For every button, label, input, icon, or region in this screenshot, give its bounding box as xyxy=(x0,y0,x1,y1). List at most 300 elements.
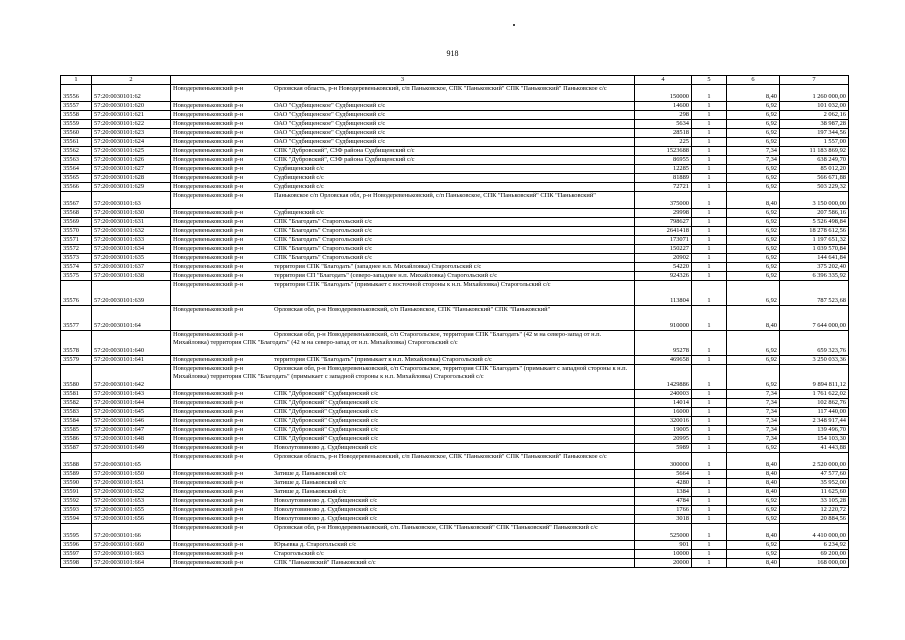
location-description: Орловская область, р-н Новодеревеньковский, с/п Паньковское, СПК "Паньковский" СПК "Паньковский" Паньковское с/с xyxy=(274,85,607,92)
location-description: ОАО "Судбищенское" Судбищенский с/с xyxy=(274,129,386,136)
coefficient-value: 1 xyxy=(692,399,727,408)
location-description: Новолутовиново д. Судбищенский с/с xyxy=(274,497,378,504)
cost-value: 4 410 000,00 xyxy=(780,524,849,541)
location-cell xyxy=(171,559,635,568)
cadastral-number: 57:20:0030101:62 xyxy=(92,85,171,102)
cadastral-number: 57:20:0030101:656 xyxy=(92,515,171,524)
location-cell xyxy=(171,497,635,506)
location-cell xyxy=(171,306,635,331)
table-row xyxy=(61,417,849,426)
cadastral-number: 57:20:0030101:63 xyxy=(92,192,171,209)
rate-value: 7,34 xyxy=(727,390,780,399)
location-description: СПК "Благодать" Старогольский с/с xyxy=(274,254,373,261)
cost-value: 1 039 570,84 xyxy=(780,245,849,254)
area-value: 5989 xyxy=(635,444,692,453)
cadastral-number: 57:20:0030101:637 xyxy=(92,263,171,272)
area-value: 72721 xyxy=(635,183,692,192)
location-description: ОАО "Судбищенское" Судбищенский с/с xyxy=(274,102,386,109)
district-name: Новодеревеньковский р-н xyxy=(173,331,244,338)
coefficient-value: 1 xyxy=(692,408,727,417)
table-row xyxy=(61,541,849,550)
table-row xyxy=(61,453,849,470)
cost-value: 11 183 869,92 xyxy=(780,147,849,156)
coefficient-value: 1 xyxy=(692,479,727,488)
row-number: 35588 xyxy=(61,453,92,470)
coefficient-value: 1 xyxy=(692,209,727,218)
row-number: 35590 xyxy=(61,479,92,488)
table-row xyxy=(61,138,849,147)
district-name: Новодеревеньковский р-н xyxy=(173,192,244,199)
cost-value: 144 641,84 xyxy=(780,254,849,263)
district-name: Новодеревеньковский р-н xyxy=(173,120,244,127)
coefficient-value: 1 xyxy=(692,192,727,209)
location-description: СПК "Благодать" Старогольский с/с xyxy=(274,227,373,234)
area-value: 12285 xyxy=(635,165,692,174)
district-name: Новодеревеньковский р-н xyxy=(173,263,244,270)
cost-value: 6 396 335,92 xyxy=(780,272,849,281)
location-description: СПК "Паньковский" Паньковский с/с xyxy=(274,559,376,566)
coefficient-value: 1 xyxy=(692,245,727,254)
location-cell xyxy=(171,356,635,365)
location-description: Затише д. Паньковский с/с xyxy=(274,488,347,495)
location-cell xyxy=(171,138,635,147)
cadastral-number: 57:20:0030101:660 xyxy=(92,541,171,550)
cadastral-number: 57:20:0030101:620 xyxy=(92,102,171,111)
row-number: 35596 xyxy=(61,541,92,550)
cadastral-number: 57:20:0030101:64 xyxy=(92,306,171,331)
coefficient-value: 1 xyxy=(692,559,727,568)
area-value: 10000 xyxy=(635,550,692,559)
cost-value: 38 987,28 xyxy=(780,120,849,129)
table-row xyxy=(61,192,849,209)
rate-value: 6,92 xyxy=(727,227,780,236)
district-name: Новодеревеньковский р-н xyxy=(173,209,244,216)
cadastral-number: 57:20:0030101:652 xyxy=(92,488,171,497)
district-name: Новодеревеньковский р-н xyxy=(173,390,244,397)
rate-value: 6,92 xyxy=(727,165,780,174)
area-value: 5634 xyxy=(635,120,692,129)
area-value: 20000 xyxy=(635,559,692,568)
table-body xyxy=(61,85,849,568)
cadastral-number: 57:20:0030101:641 xyxy=(92,356,171,365)
table-row xyxy=(61,506,849,515)
location-description: Новолутовиново д. Судбищенский с/с xyxy=(274,506,378,513)
location-description: Судбищенский с/с xyxy=(274,183,324,190)
rate-value: 8,40 xyxy=(727,488,780,497)
cost-value: 20 884,56 xyxy=(780,515,849,524)
coefficient-value: 1 xyxy=(692,165,727,174)
cost-value: 6 234,92 xyxy=(780,541,849,550)
cost-value: 207 586,16 xyxy=(780,209,849,218)
row-number: 35592 xyxy=(61,497,92,506)
location-cell xyxy=(171,147,635,156)
location-description: ОАО "Судбищенское" Судбищенский с/с xyxy=(274,111,386,118)
table-row xyxy=(61,435,849,444)
area-value: 20902 xyxy=(635,254,692,263)
rate-value: 6,92 xyxy=(727,111,780,120)
area-value: 225 xyxy=(635,138,692,147)
location-description: СПК "Дубровский" Судбищенский с/с xyxy=(274,435,379,442)
coefficient-value: 1 xyxy=(692,306,727,331)
location-cell xyxy=(171,236,635,245)
table-row xyxy=(61,426,849,435)
location-cell xyxy=(171,426,635,435)
table-row xyxy=(61,524,849,541)
cadastral-number: 57:20:0030101:647 xyxy=(92,426,171,435)
cost-value: 3 150 000,00 xyxy=(780,192,849,209)
coefficient-value: 1 xyxy=(692,488,727,497)
location-cell xyxy=(171,515,635,524)
area-value: 320016 xyxy=(635,417,692,426)
rate-value: 6,92 xyxy=(727,218,780,227)
rate-value: 7,34 xyxy=(727,435,780,444)
cadastral-number: 57:20:0030101:645 xyxy=(92,408,171,417)
rate-value: 6,92 xyxy=(727,550,780,559)
col-header: 5 xyxy=(692,76,727,85)
row-number: 35585 xyxy=(61,426,92,435)
area-value: 901 xyxy=(635,541,692,550)
coefficient-value: 1 xyxy=(692,356,727,365)
row-number: 35566 xyxy=(61,183,92,192)
coefficient-value: 1 xyxy=(692,147,727,156)
cadastral-number: 57:20:0030101:634 xyxy=(92,245,171,254)
rate-value: 6,92 xyxy=(727,138,780,147)
coefficient-value: 1 xyxy=(692,129,727,138)
cadastral-number: 57:20:0030101:624 xyxy=(92,138,171,147)
table-row xyxy=(61,236,849,245)
district-name: Новодеревеньковский р-н xyxy=(173,365,244,372)
cadastral-number: 57:20:0030101:627 xyxy=(92,165,171,174)
coefficient-value: 1 xyxy=(692,254,727,263)
coefficient-value: 1 xyxy=(692,138,727,147)
table-row xyxy=(61,85,849,102)
coefficient-value: 1 xyxy=(692,281,727,306)
row-number: 35577 xyxy=(61,306,92,331)
row-number: 35589 xyxy=(61,470,92,479)
rate-value: 6,92 xyxy=(727,272,780,281)
cost-value: 1 197 651,32 xyxy=(780,236,849,245)
table-row xyxy=(61,272,849,281)
location-cell xyxy=(171,390,635,399)
cost-value: 117 440,00 xyxy=(780,408,849,417)
area-value: 5664 xyxy=(635,470,692,479)
area-value: 375000 xyxy=(635,192,692,209)
row-number: 35570 xyxy=(61,227,92,236)
area-value: 14014 xyxy=(635,399,692,408)
rate-value: 8,40 xyxy=(727,192,780,209)
location-cell xyxy=(171,245,635,254)
rate-value: 6,92 xyxy=(727,444,780,453)
location-description: ОАО "Судбищенское" Судбищенский с/с xyxy=(274,138,386,145)
district-name: Новодеревеньковский р-н xyxy=(173,147,244,154)
location-cell xyxy=(171,470,635,479)
coefficient-value: 1 xyxy=(692,470,727,479)
location-cell xyxy=(171,156,635,165)
location-cell xyxy=(171,254,635,263)
district-name: Новодеревеньковский р-н xyxy=(173,306,244,313)
cost-value: 85 012,20 xyxy=(780,165,849,174)
row-number: 35557 xyxy=(61,102,92,111)
coefficient-value: 1 xyxy=(692,111,727,120)
location-description: Затише д. Паньковский с/с xyxy=(274,470,347,477)
district-name: Новодеревеньковский р-н xyxy=(173,254,244,261)
location-description: Новолутовиново д. Судбищенский с/с xyxy=(274,515,378,522)
row-number: 35580 xyxy=(61,365,92,390)
district-name: Новодеревеньковский р-н xyxy=(173,435,244,442)
table-row xyxy=(61,497,849,506)
row-number: 35584 xyxy=(61,417,92,426)
coefficient-value: 1 xyxy=(692,453,727,470)
cost-value: 2 520 000,00 xyxy=(780,453,849,470)
table-row xyxy=(61,227,849,236)
location-cell xyxy=(171,102,635,111)
location-description: Судбищенский с/с xyxy=(274,209,324,216)
cadastral-number: 57:20:0030101:66 xyxy=(92,524,171,541)
area-value: 525000 xyxy=(635,524,692,541)
rate-value: 8,40 xyxy=(727,470,780,479)
cadastral-number: 57:20:0030101:651 xyxy=(92,479,171,488)
location-description: СПК "Благодать" Старогольский с/с xyxy=(274,218,373,225)
cadastral-number: 57:20:0030101:631 xyxy=(92,218,171,227)
district-name: Новодеревеньковский р-н xyxy=(173,408,244,415)
rate-value: 6,92 xyxy=(727,515,780,524)
area-value: 1766 xyxy=(635,506,692,515)
district-name: Новодеревеньковский р-н xyxy=(173,156,244,163)
table-row xyxy=(61,165,849,174)
table-row xyxy=(61,356,849,365)
district-name: Новодеревеньковский р-н xyxy=(173,281,244,288)
table-row xyxy=(61,254,849,263)
location-cell xyxy=(171,506,635,515)
cost-value: 1 260 000,00 xyxy=(780,85,849,102)
row-number: 35560 xyxy=(61,129,92,138)
cadastral-number: 57:20:0030101:628 xyxy=(92,174,171,183)
area-value: 469658 xyxy=(635,356,692,365)
cost-value: 375 202,40 xyxy=(780,263,849,272)
row-number: 35559 xyxy=(61,120,92,129)
cadastral-number: 57:20:0030101:640 xyxy=(92,331,171,356)
table-row xyxy=(61,102,849,111)
row-number: 35571 xyxy=(61,236,92,245)
row-number: 35595 xyxy=(61,524,92,541)
location-description: Новолутовиново д. Судбищенский с/с xyxy=(274,444,378,451)
rate-value: 6,92 xyxy=(727,120,780,129)
rate-value: 8,40 xyxy=(727,306,780,331)
location-description: СПК "Дубровский", СЗФ района Судбищенский с/с xyxy=(274,156,415,163)
rate-value: 6,92 xyxy=(727,331,780,356)
rate-value: 8,40 xyxy=(727,559,780,568)
row-number: 35564 xyxy=(61,165,92,174)
rate-value: 6,92 xyxy=(727,174,780,183)
table-row xyxy=(61,281,849,306)
rate-value: 6,92 xyxy=(727,263,780,272)
cost-value: 41 443,88 xyxy=(780,444,849,453)
row-number: 35562 xyxy=(61,147,92,156)
rate-value: 8,40 xyxy=(727,453,780,470)
row-number: 35598 xyxy=(61,559,92,568)
row-number: 35572 xyxy=(61,245,92,254)
cost-value: 11 625,60 xyxy=(780,488,849,497)
row-number: 35578 xyxy=(61,331,92,356)
cadastral-number: 57:20:0030101:623 xyxy=(92,129,171,138)
row-number: 35567 xyxy=(61,192,92,209)
rate-value: 6,92 xyxy=(727,245,780,254)
cadastral-number: 57:20:0030101:65 xyxy=(92,453,171,470)
col-header: 1 xyxy=(61,76,92,85)
row-number: 35575 xyxy=(61,272,92,281)
district-name: Новодеревеньковский р-н xyxy=(173,524,244,531)
cadastral-number: 57:20:0030101:648 xyxy=(92,435,171,444)
table-row xyxy=(61,470,849,479)
location-cell xyxy=(171,453,635,470)
district-name: Новодеревеньковский р-н xyxy=(173,102,244,109)
cadastral-number: 57:20:0030101:644 xyxy=(92,399,171,408)
cost-value: 659 323,76 xyxy=(780,331,849,356)
row-number: 35591 xyxy=(61,488,92,497)
location-description: Судбищенский с/с xyxy=(274,174,324,181)
coefficient-value: 1 xyxy=(692,550,727,559)
coefficient-value: 1 xyxy=(692,417,727,426)
area-value: 910000 xyxy=(635,306,692,331)
rate-value: 6,92 xyxy=(727,102,780,111)
location-cell xyxy=(171,488,635,497)
table-row xyxy=(61,399,849,408)
coefficient-value: 1 xyxy=(692,174,727,183)
area-value: 54220 xyxy=(635,263,692,272)
rate-value: 8,40 xyxy=(727,524,780,541)
area-value: 4280 xyxy=(635,479,692,488)
rate-value: 6,92 xyxy=(727,365,780,390)
cost-value: 139 496,70 xyxy=(780,426,849,435)
area-value: 16000 xyxy=(635,408,692,417)
area-value: 19005 xyxy=(635,426,692,435)
location-description: территория СПК "Благодать" (примыкает к н.п. Михайловка) Старогольский с/с xyxy=(274,356,492,363)
cost-value: 12 220,72 xyxy=(780,506,849,515)
table-row xyxy=(61,488,849,497)
cost-value: 2 062,16 xyxy=(780,111,849,120)
location-description: СПК "Дубровский" Судбищенский с/с xyxy=(274,417,379,424)
location-description: Затише д. Паньковский с/с xyxy=(274,479,347,486)
district-name: Новодеревеньковский р-н xyxy=(173,165,244,172)
district-name: Новодеревеньковский р-н xyxy=(173,399,244,406)
location-cell xyxy=(171,331,635,356)
cost-value: 787 523,68 xyxy=(780,281,849,306)
location-cell xyxy=(171,263,635,272)
cadastral-number: 57:20:0030101:625 xyxy=(92,147,171,156)
location-cell xyxy=(171,541,635,550)
table-row xyxy=(61,263,849,272)
cadastral-number: 57:20:0030101:646 xyxy=(92,417,171,426)
table-row xyxy=(61,550,849,559)
location-cell xyxy=(171,479,635,488)
cadastral-number: 57:20:0030101:653 xyxy=(92,497,171,506)
cadastral-number: 57:20:0030101:638 xyxy=(92,272,171,281)
row-number: 35563 xyxy=(61,156,92,165)
area-value: 150227 xyxy=(635,245,692,254)
area-value: 14600 xyxy=(635,102,692,111)
coefficient-value: 1 xyxy=(692,365,727,390)
row-number: 35586 xyxy=(61,435,92,444)
area-value: 798627 xyxy=(635,218,692,227)
table-row xyxy=(61,129,849,138)
table-row xyxy=(61,365,849,390)
area-value: 86955 xyxy=(635,156,692,165)
area-value: 240003 xyxy=(635,390,692,399)
cost-value: 3 250 033,36 xyxy=(780,356,849,365)
location-cell xyxy=(171,272,635,281)
location-description: Старогольский с/с xyxy=(274,550,324,557)
area-value: 3018 xyxy=(635,515,692,524)
location-cell xyxy=(171,365,635,390)
col-header: 2 xyxy=(92,76,171,85)
district-name: Новодеревеньковский р-н xyxy=(173,174,244,181)
location-cell xyxy=(171,218,635,227)
cost-value: 9 894 811,12 xyxy=(780,365,849,390)
coefficient-value: 1 xyxy=(692,497,727,506)
location-description: СПК "Благодать" Старогольский с/с xyxy=(274,236,373,243)
table-row xyxy=(61,559,849,568)
coefficient-value: 1 xyxy=(692,515,727,524)
area-value: 1384 xyxy=(635,488,692,497)
location-cell xyxy=(171,192,635,209)
row-number: 35582 xyxy=(61,399,92,408)
area-value: 2641418 xyxy=(635,227,692,236)
area-value: 113804 xyxy=(635,281,692,306)
coefficient-value: 1 xyxy=(692,218,727,227)
page-number: 918 xyxy=(446,49,459,58)
row-number: 35587 xyxy=(61,444,92,453)
area-value: 81889 xyxy=(635,174,692,183)
cadastral-number: 57:20:0030101:629 xyxy=(92,183,171,192)
table-row xyxy=(61,306,849,331)
district-name: Новодеревеньковский р-н xyxy=(173,541,244,548)
cadastral-number: 57:20:0030101:635 xyxy=(92,254,171,263)
location-cell xyxy=(171,183,635,192)
cost-value: 638 249,70 xyxy=(780,156,849,165)
rate-value: 6,92 xyxy=(727,129,780,138)
district-name: Новодеревеньковский р-н xyxy=(173,183,244,190)
coefficient-value: 1 xyxy=(692,331,727,356)
district-name: Новодеревеньковский р-н xyxy=(173,138,244,145)
cost-value: 102 862,76 xyxy=(780,399,849,408)
cadastral-number: 57:20:0030101:622 xyxy=(92,120,171,129)
cadastral-number: 57:20:0030101:621 xyxy=(92,111,171,120)
location-cell xyxy=(171,417,635,426)
table-row xyxy=(61,111,849,120)
location-description: СПК "Благодать" Старогольский с/с xyxy=(274,245,373,252)
district-name: Новодеревеньковский р-н xyxy=(173,506,244,513)
location-description: СПК "Дубровский", СЗФ района Судбищенский с/с xyxy=(274,147,415,154)
rate-value: 6,92 xyxy=(727,356,780,365)
district-name: Новодеревеньковский р-н xyxy=(173,479,244,486)
location-cell xyxy=(171,524,635,541)
cadastral-number: 57:20:0030101:655 xyxy=(92,506,171,515)
cost-value: 33 105,28 xyxy=(780,497,849,506)
rate-value: 8,40 xyxy=(727,85,780,102)
location-description: территория СПК "Благодать" (западнее н.п. Михайловка) Старогольский с/с xyxy=(274,263,482,270)
cost-value: 101 032,00 xyxy=(780,102,849,111)
area-value: 300000 xyxy=(635,453,692,470)
cadastral-number: 57:20:0030101:663 xyxy=(92,550,171,559)
cadastral-number: 57:20:0030101:642 xyxy=(92,365,171,390)
district-name: Новодеревеньковский р-н xyxy=(173,356,244,363)
district-name: Новодеревеньковский р-н xyxy=(173,227,244,234)
area-value: 4784 xyxy=(635,497,692,506)
row-number: 35556 xyxy=(61,85,92,102)
location-description: Орловская обл, р-н Новодеревеньковский, с/п Старогольское, территория СПК "Благодать" (примыкает с западной стороны к н.п. Михайловка) территория СПК "Благодать" (примыкает с западной стороны к н.п. Михайловка) Старогольский с/с xyxy=(173,365,628,380)
col-header: 6 xyxy=(727,76,780,85)
table-row xyxy=(61,444,849,453)
